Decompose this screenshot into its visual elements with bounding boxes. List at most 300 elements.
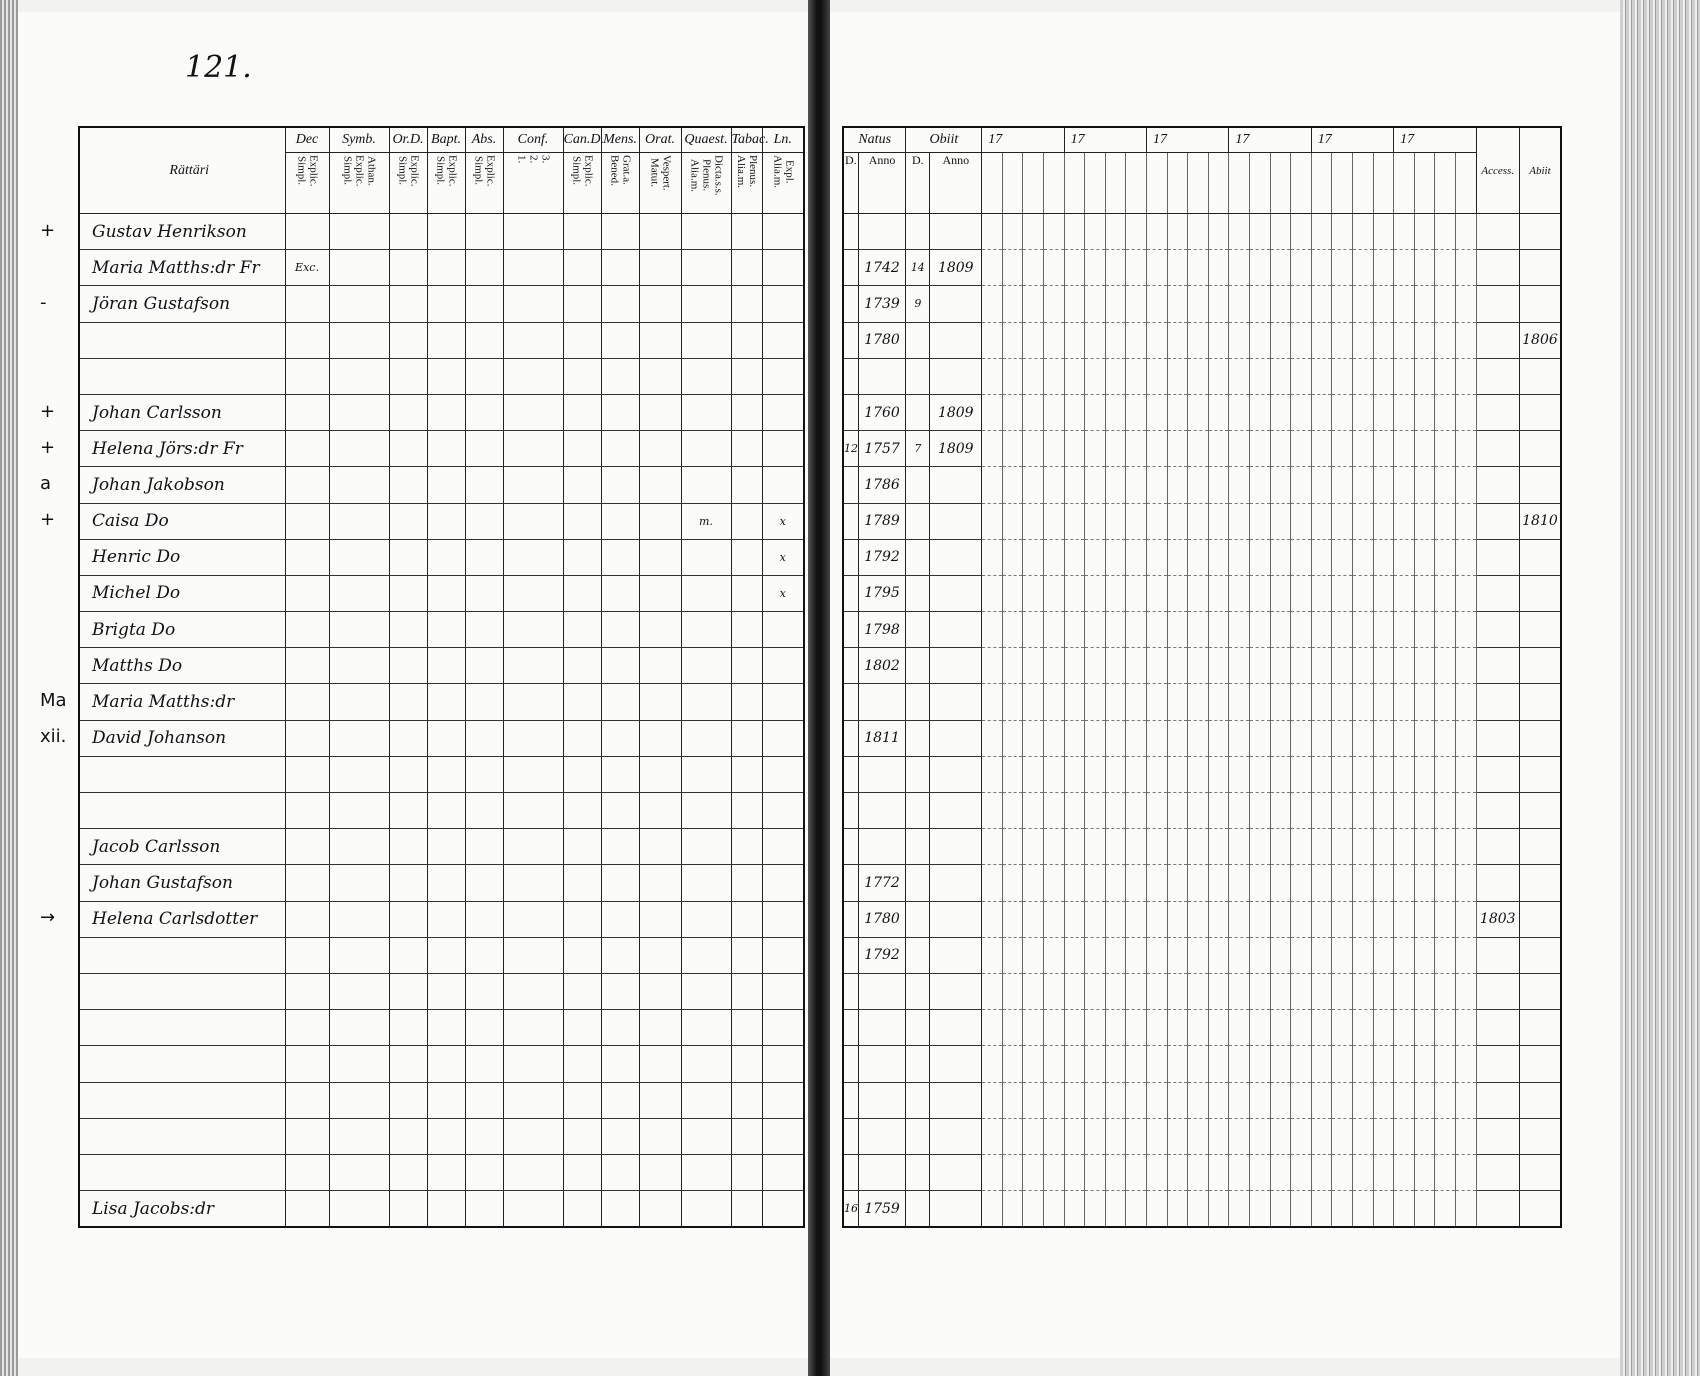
date-subheader: D. <box>906 153 930 214</box>
obiit-day <box>906 648 930 684</box>
natus-year <box>858 829 906 865</box>
obiit-year <box>930 1118 982 1154</box>
year-cell-empty <box>1435 684 1456 720</box>
year-cell-empty <box>1064 250 1085 286</box>
year-cell-empty <box>1455 648 1476 684</box>
table-row <box>79 973 804 1009</box>
year-cell-empty <box>1002 937 1023 973</box>
year-cell-empty <box>1208 1082 1229 1118</box>
year-subcolumn <box>1167 153 1188 214</box>
year-cell-empty <box>1435 1046 1456 1082</box>
empty-cell <box>389 1010 427 1046</box>
year-cell-empty <box>1002 1118 1023 1154</box>
person-name: Johan Gustafson <box>79 865 285 901</box>
year-cell-empty <box>1352 286 1373 322</box>
year-cell-empty <box>1435 901 1456 937</box>
year-cell-empty <box>1455 793 1476 829</box>
year-cell-empty <box>1002 1082 1023 1118</box>
abiit-year <box>1519 1082 1561 1118</box>
abiit-year <box>1519 286 1561 322</box>
access-year <box>1476 648 1519 684</box>
column-subheader <box>503 153 563 214</box>
empty-cell <box>503 1010 563 1046</box>
year-cell-empty <box>982 286 1003 322</box>
year-cell-empty <box>1455 612 1476 648</box>
year-cell-empty <box>1188 1118 1209 1154</box>
year-subcolumn <box>1311 153 1332 214</box>
quaest-mark <box>681 756 731 792</box>
year-cell-empty <box>1044 612 1065 648</box>
obiit-day <box>906 720 930 756</box>
year-cell-empty <box>1188 756 1209 792</box>
year-cell-empty <box>1332 286 1353 322</box>
table-row <box>843 286 1561 322</box>
year-cell-empty <box>1332 1046 1353 1082</box>
year-cell-empty <box>1291 937 1312 973</box>
obiit-year <box>930 575 982 611</box>
year-cell-empty <box>1229 829 1250 865</box>
year-cell-empty <box>982 539 1003 575</box>
natus-year: 1772 <box>858 865 906 901</box>
empty-cell <box>601 358 639 394</box>
year-cell-empty <box>982 322 1003 358</box>
year-subcolumn <box>1002 153 1023 214</box>
year-cell-empty <box>1147 720 1168 756</box>
empty-cell <box>563 539 601 575</box>
empty-cell <box>563 720 601 756</box>
subheader-label: Explic. <box>446 155 459 187</box>
empty-cell <box>601 1082 639 1118</box>
year-cell-empty <box>1250 1191 1271 1228</box>
year-cell-empty <box>1188 1191 1209 1228</box>
year-cell-empty <box>1167 503 1188 539</box>
year-cell-empty <box>1147 394 1168 430</box>
empty-cell <box>329 829 389 865</box>
empty-cell <box>389 503 427 539</box>
empty-cell <box>601 394 639 430</box>
natus-day <box>843 684 858 720</box>
obiit-year: 1809 <box>930 394 982 430</box>
year-cell-empty <box>1188 503 1209 539</box>
empty-cell <box>389 1154 427 1190</box>
year-cell-empty <box>1352 1010 1373 1046</box>
year-cell-empty <box>1044 214 1065 250</box>
year-cell-empty <box>1023 322 1044 358</box>
year-cell-empty <box>1023 756 1044 792</box>
year-cell-empty <box>1023 648 1044 684</box>
year-cell-empty <box>1229 901 1250 937</box>
year-cell-empty <box>1085 539 1106 575</box>
year-cell-empty <box>1044 1082 1065 1118</box>
year-cell-empty <box>1270 937 1291 973</box>
empty-cell <box>389 358 427 394</box>
year-subcolumn <box>1455 153 1476 214</box>
year-cell-empty <box>1270 1154 1291 1190</box>
empty-cell <box>427 214 465 250</box>
year-cell-empty <box>1414 684 1435 720</box>
empty-cell <box>329 1010 389 1046</box>
empty-cell <box>427 1082 465 1118</box>
empty-cell <box>601 756 639 792</box>
table-row <box>79 720 804 756</box>
obiit-day <box>906 467 930 503</box>
margin-mark: a <box>40 472 52 494</box>
year-cell-empty <box>1002 720 1023 756</box>
empty-cell <box>329 250 389 286</box>
year-cell-empty <box>1270 1010 1291 1046</box>
dec-mark <box>285 1082 329 1118</box>
empty-cell <box>465 394 503 430</box>
empty-cell <box>465 250 503 286</box>
year-cell-empty <box>982 612 1003 648</box>
year-subcolumn <box>1291 153 1312 214</box>
empty-cell <box>389 829 427 865</box>
year-cell-empty <box>1188 1046 1209 1082</box>
empty-cell <box>389 214 427 250</box>
quaest-mark <box>681 1082 731 1118</box>
year-cell-empty <box>1167 865 1188 901</box>
year-cell-empty <box>1270 720 1291 756</box>
obiit-year <box>930 648 982 684</box>
empty-cell <box>427 1154 465 1190</box>
ln-mark <box>762 286 804 322</box>
year-cell-empty <box>1455 865 1476 901</box>
year-cell-empty <box>1435 214 1456 250</box>
year-cell-empty <box>1414 431 1435 467</box>
natus-day <box>843 829 858 865</box>
empty-cell <box>639 1010 681 1046</box>
year-cell-empty <box>1147 756 1168 792</box>
year-cell-empty <box>1270 684 1291 720</box>
year-cell-empty <box>1105 214 1126 250</box>
year-cell-empty <box>1105 250 1126 286</box>
year-cell-empty <box>982 1046 1003 1082</box>
quaest-mark <box>681 865 731 901</box>
year-cell-empty <box>1126 793 1147 829</box>
year-cell-empty <box>1126 1082 1147 1118</box>
empty-cell <box>427 684 465 720</box>
year-cell-empty <box>1147 648 1168 684</box>
year-cell-empty <box>1167 1118 1188 1154</box>
natus-year: 1811 <box>858 720 906 756</box>
natus-year <box>858 1082 906 1118</box>
year-cell-empty <box>1044 865 1065 901</box>
quaest-mark <box>681 250 731 286</box>
year-cell-empty <box>1044 829 1065 865</box>
abiit-year <box>1519 1046 1561 1082</box>
empty-cell <box>639 431 681 467</box>
empty-cell <box>639 358 681 394</box>
year-cell-empty <box>1208 1046 1229 1082</box>
natus-day <box>843 358 858 394</box>
village-name: Rättäri <box>79 127 285 214</box>
quaest-mark <box>681 1118 731 1154</box>
year-subcolumn <box>1064 153 1085 214</box>
obiit-day <box>906 1154 930 1190</box>
year-cell-empty <box>1373 901 1394 937</box>
abiit-year <box>1519 1191 1561 1228</box>
empty-cell <box>329 575 389 611</box>
obiit-day: 9 <box>906 286 930 322</box>
person-name <box>79 756 285 792</box>
empty-cell <box>601 684 639 720</box>
year-cell-empty <box>1291 756 1312 792</box>
year-cell-empty <box>1044 467 1065 503</box>
subheader-stack <box>466 153 503 186</box>
year-subcolumn <box>1147 153 1168 214</box>
year-cell-empty <box>1455 1118 1476 1154</box>
empty-cell <box>465 1082 503 1118</box>
table-row <box>843 431 1561 467</box>
empty-cell <box>329 937 389 973</box>
margin-mark: + <box>40 219 56 241</box>
year-cell-empty <box>1208 575 1229 611</box>
year-cell-empty <box>1105 684 1126 720</box>
year-cell-empty <box>1352 720 1373 756</box>
quaest-mark <box>681 1010 731 1046</box>
obiit-year <box>930 286 982 322</box>
year-cell-empty <box>1167 539 1188 575</box>
table-row <box>843 358 1561 394</box>
empty-cell <box>731 322 762 358</box>
year-cell-empty <box>1373 1010 1394 1046</box>
dec-mark <box>285 865 329 901</box>
year-cell-empty <box>1414 756 1435 792</box>
empty-cell <box>731 1154 762 1190</box>
year-cell-empty <box>1023 612 1044 648</box>
year-cell-empty <box>1126 467 1147 503</box>
year-cell-empty <box>1352 431 1373 467</box>
year-cell-empty <box>1414 539 1435 575</box>
year-cell-empty <box>1414 973 1435 1009</box>
empty-cell <box>329 503 389 539</box>
year-cell-empty <box>1147 973 1168 1009</box>
empty-cell <box>427 250 465 286</box>
natus-year <box>858 1046 906 1082</box>
obiit-year <box>930 1154 982 1190</box>
table-row <box>843 901 1561 937</box>
empty-cell <box>563 214 601 250</box>
year-cell-empty <box>1394 1082 1415 1118</box>
year-cell-empty <box>1291 358 1312 394</box>
year-cell-empty <box>1455 431 1476 467</box>
abiit-year: 1810 <box>1519 503 1561 539</box>
table-row <box>79 394 804 430</box>
year-cell-empty <box>1044 1046 1065 1082</box>
person-name: Brigta Do <box>79 612 285 648</box>
empty-cell <box>639 575 681 611</box>
person-name: Helena Carlsdotter <box>79 901 285 937</box>
natus-year: 1802 <box>858 648 906 684</box>
empty-cell <box>731 394 762 430</box>
person-name: Matths Do <box>79 648 285 684</box>
year-cell-empty <box>1332 1010 1353 1046</box>
table-row <box>79 503 804 539</box>
year-cell-empty <box>1435 431 1456 467</box>
natus-year: 1780 <box>858 322 906 358</box>
year-cell-empty <box>1250 431 1271 467</box>
year-cell-empty <box>982 431 1003 467</box>
year-cell-empty <box>1064 612 1085 648</box>
year-cell-empty <box>1044 539 1065 575</box>
year-cell-empty <box>1394 684 1415 720</box>
year-cell-empty <box>1270 503 1291 539</box>
empty-cell <box>731 250 762 286</box>
natus-day <box>843 394 858 430</box>
year-cell-empty <box>1126 431 1147 467</box>
year-cell-empty <box>1147 1118 1168 1154</box>
year-cell-empty <box>1023 358 1044 394</box>
year-cell-empty <box>1394 503 1415 539</box>
dec-mark <box>285 575 329 611</box>
empty-cell <box>563 612 601 648</box>
year-cell-empty <box>1167 937 1188 973</box>
empty-cell <box>427 1046 465 1082</box>
subheader-stack <box>602 153 639 186</box>
year-cell-empty <box>1291 793 1312 829</box>
quaest-mark <box>681 829 731 865</box>
year-cell-empty <box>1147 322 1168 358</box>
year-group-header: 17 <box>982 127 1064 153</box>
table-row <box>843 575 1561 611</box>
obiit-day <box>906 214 930 250</box>
year-cell-empty <box>1394 720 1415 756</box>
year-cell-empty <box>1435 322 1456 358</box>
year-cell-empty <box>1167 1010 1188 1046</box>
column-header: Orat. <box>639 127 681 153</box>
empty-cell <box>427 1191 465 1228</box>
year-cell-empty <box>982 503 1003 539</box>
table-row <box>843 539 1561 575</box>
year-cell-empty <box>1332 684 1353 720</box>
ln-mark <box>762 394 804 430</box>
year-cell-empty <box>1332 1082 1353 1118</box>
left-header-row <box>79 127 804 153</box>
year-cell-empty <box>1352 214 1373 250</box>
empty-cell <box>465 1191 503 1228</box>
year-cell-empty <box>1188 937 1209 973</box>
year-cell-empty <box>1085 358 1106 394</box>
access-year <box>1476 286 1519 322</box>
natus-day: 12 <box>843 431 858 467</box>
access-year: 1803 <box>1476 901 1519 937</box>
year-cell-empty <box>1373 431 1394 467</box>
dec-mark <box>285 793 329 829</box>
table-row <box>843 1118 1561 1154</box>
year-cell-empty <box>982 937 1003 973</box>
obiit-year <box>930 1191 982 1228</box>
obiit-day <box>906 684 930 720</box>
year-cell-empty <box>1414 648 1435 684</box>
ln-mark <box>762 973 804 1009</box>
year-cell-empty <box>1291 612 1312 648</box>
year-cell-empty <box>1002 503 1023 539</box>
year-cell-empty <box>1250 684 1271 720</box>
year-cell-empty <box>1147 214 1168 250</box>
year-cell-empty <box>982 648 1003 684</box>
empty-cell <box>503 793 563 829</box>
obiit-year <box>930 612 982 648</box>
obiit-year <box>930 756 982 792</box>
obiit-day <box>906 937 930 973</box>
year-cell-empty <box>1291 829 1312 865</box>
table-row <box>79 1010 804 1046</box>
year-cell-empty <box>1147 1154 1168 1190</box>
year-cell-empty <box>1414 467 1435 503</box>
year-cell-empty <box>982 720 1003 756</box>
obiit-day: 7 <box>906 431 930 467</box>
year-cell-empty <box>1291 539 1312 575</box>
empty-cell <box>465 756 503 792</box>
natus-year <box>858 1010 906 1046</box>
subheader-label: Explic. <box>307 155 320 187</box>
year-cell-empty <box>1229 1154 1250 1190</box>
person-name: Helena Jörs:dr Fr <box>79 431 285 467</box>
year-cell-empty <box>1023 901 1044 937</box>
year-cell-empty <box>1167 1082 1188 1118</box>
year-cell-empty <box>1311 865 1332 901</box>
year-cell-empty <box>1208 1154 1229 1190</box>
left-table-body <box>79 214 804 1228</box>
year-cell-empty <box>1188 973 1209 1009</box>
access-year <box>1476 756 1519 792</box>
obiit-year <box>930 937 982 973</box>
person-name <box>79 358 285 394</box>
year-cell-empty <box>1105 575 1126 611</box>
year-cell-empty <box>1208 829 1229 865</box>
year-group-header: 17 <box>1394 127 1476 153</box>
quaest-mark <box>681 648 731 684</box>
year-cell-empty <box>1105 503 1126 539</box>
year-cell-empty <box>1064 756 1085 792</box>
column-header: Conf. <box>503 127 563 153</box>
year-cell-empty <box>1167 1154 1188 1190</box>
empty-cell <box>329 973 389 1009</box>
abiit-year <box>1519 756 1561 792</box>
table-row <box>79 648 804 684</box>
year-cell-empty <box>1044 756 1065 792</box>
year-cell-empty <box>1023 539 1044 575</box>
column-subheader <box>563 153 601 214</box>
year-cell-empty <box>1394 322 1415 358</box>
year-cell-empty <box>1064 1046 1085 1082</box>
year-cell-empty <box>1311 720 1332 756</box>
natus-day <box>843 901 858 937</box>
empty-cell <box>389 756 427 792</box>
year-subcolumn <box>1044 153 1065 214</box>
year-cell-empty <box>1105 1154 1126 1190</box>
margin-mark: + <box>40 509 56 531</box>
year-cell-empty <box>1085 286 1106 322</box>
year-cell-empty <box>1147 793 1168 829</box>
year-cell-empty <box>1373 829 1394 865</box>
year-cell-empty <box>1394 901 1415 937</box>
year-cell-empty <box>1167 1046 1188 1082</box>
year-cell-empty <box>1064 793 1085 829</box>
year-cell-empty <box>1229 250 1250 286</box>
obiit-year <box>930 973 982 1009</box>
empty-cell <box>601 865 639 901</box>
year-cell-empty <box>1455 467 1476 503</box>
person-name: Henric Do <box>79 539 285 575</box>
empty-cell <box>503 973 563 1009</box>
empty-cell <box>503 648 563 684</box>
year-cell-empty <box>1291 684 1312 720</box>
table-row <box>79 250 804 286</box>
year-cell-empty <box>1311 214 1332 250</box>
year-cell-empty <box>1394 612 1415 648</box>
empty-cell <box>731 901 762 937</box>
